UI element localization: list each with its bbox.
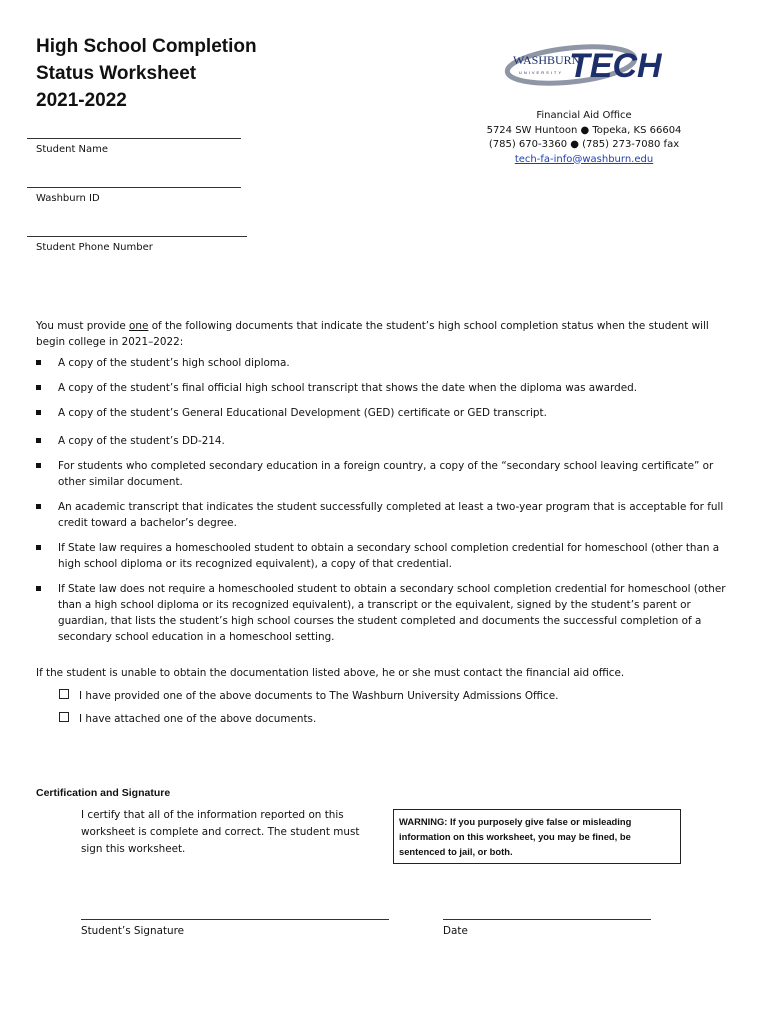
logo-graphic [503,37,663,93]
student-signature-label: Student’s Signature [81,925,185,937]
page-title [36,33,257,114]
washburn-id-line[interactable] [27,187,241,188]
bullet-icon [36,463,41,468]
warning-label: WARNING: [399,816,448,827]
office-email-link[interactable]: tech-fa-info@washburn.edu [514,153,654,165]
phone-number-label: Student Phone Number [36,242,153,253]
list-item: A copy of the student’s high school diploma. [36,355,741,371]
warning-box [393,809,681,864]
student-name-line[interactable] [27,138,241,139]
list-item: An academic transcript that indicates the student successfully completed at least a two-year program that is acceptable for full credit toward a bachelor’s degree. [36,499,741,531]
logo-text-top: WASHBURN [513,53,581,67]
list-item: For students who completed secondary education in a foreign country, a copy of the “secondary school leaving certificate” or other similar document. [36,458,741,490]
list-item: If State law requires a homeschooled student to obtain a secondary school completion credential for homeschool (other than a high school diploma or its recognized equivalent), a copy of that credential. [36,540,741,572]
bullet-icon [36,545,41,550]
list-item: A copy of the student’s General Educational Development (GED) certificate or GED transcript. [36,405,741,421]
student-signature-line[interactable] [81,919,389,920]
student-name-label: Student Name [36,144,109,155]
checkbox-label: I have attached one of the above documents. [79,713,317,725]
bullet-icon [36,360,41,365]
title-line-1: High School Completion [36,36,257,57]
bullet-icon [36,410,41,415]
certification-text: I certify that all of the information reported on this worksheet is complete and correct. The student must sign this worksheet. [81,809,360,855]
documents-list [36,355,741,645]
intro-text-2: of the following documents that indicate the student’s high school completion status when the student will begin college in 2021–2022: [36,320,709,348]
list-item: A copy of the student’s final official high school transcript that shows the date when the diploma was awarded. [36,380,741,396]
checkbox-icon[interactable] [59,689,69,699]
contact-instruction: If the student is unable to obtain the documentation listed above, he or she must contact the financial aid office. [36,667,625,679]
office-address: 5724 SW Huntoon ● Topeka, KS 66604 [486,124,682,136]
date-label: Date [443,925,468,937]
office-contact [470,109,698,167]
bullet-icon [36,586,41,591]
washburn-id-label: Washburn ID [36,193,100,204]
list-item: A copy of the student’s DD-214. [36,433,741,449]
list-item: If State law does not require a homeschooled student to obtain a secondary school completion credential for homeschool (other than a high school diploma or its recognized equivalent), a transcript or the equivalent, signed by the student’s parent or guardian, that lists the student’s high school courses the student completed and documents the successful completion of a secondary school education in a homeschool setting. [36,581,741,645]
checkbox-provided[interactable] [59,688,558,704]
washburn-tech-logo [503,37,663,93]
intro-paragraph [36,318,741,350]
bullet-icon [36,385,41,390]
logo-text-sub: UNIVERSITY [519,70,564,75]
checkbox-icon[interactable] [59,712,69,722]
title-line-2: Status Worksheet [36,63,197,84]
office-phone: (785) 670-3360 ● (785) 273-7080 fax [488,139,680,150]
logo-text-main: TECH [569,47,662,85]
bullet-icon [36,504,41,509]
intro-underlined: one [129,320,149,332]
title-line-3: 2021-2022 [36,90,127,111]
bullet-icon [36,438,41,443]
phone-number-line[interactable] [27,236,247,237]
office-name: Financial Aid Office [536,110,632,121]
checkbox-label: I have provided one of the above documents to The Washburn University Admissions Office. [79,690,559,702]
checkbox-attached[interactable] [59,711,316,727]
certification-heading: Certification and Signature [36,787,171,799]
date-line[interactable] [443,919,651,920]
warning-text: If you purposely give false or misleading information on this worksheet, you may be fined, be sentenced to jail, or both. [399,816,632,857]
intro-text-1: You must provide [36,320,130,332]
